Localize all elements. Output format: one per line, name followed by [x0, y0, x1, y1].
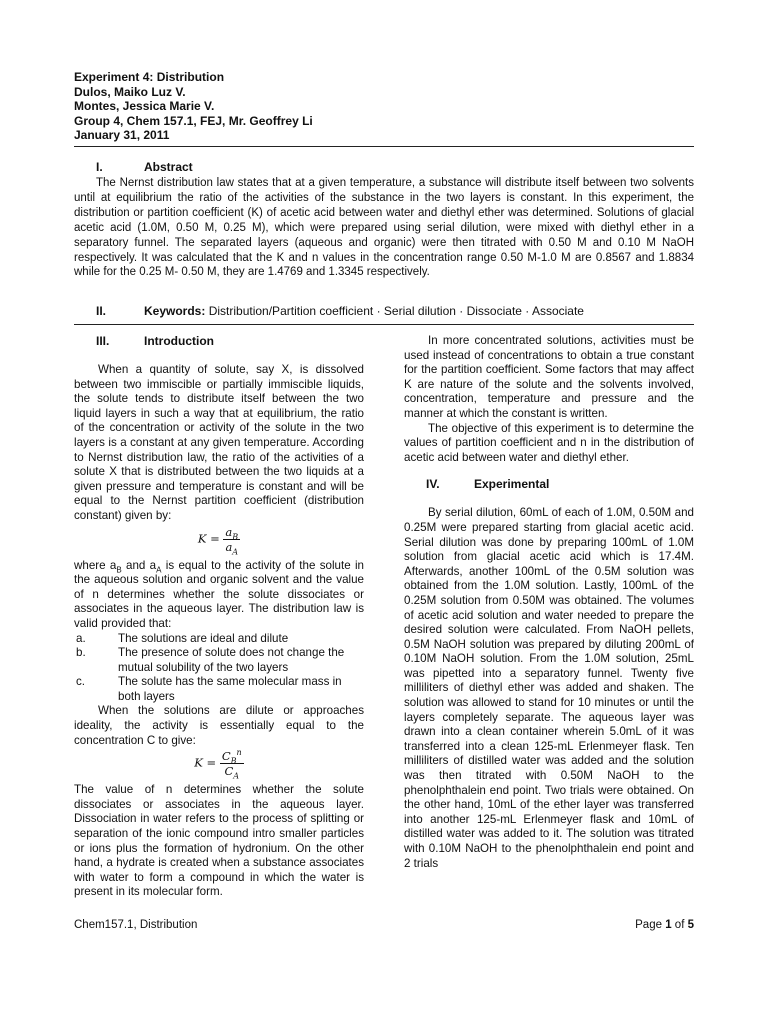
- page-current: 1: [665, 919, 672, 931]
- left-column: [74, 334, 364, 900]
- introduction-number: III.: [96, 334, 110, 348]
- p2-where: where a: [74, 558, 117, 572]
- list-item: [74, 632, 364, 647]
- author-1: Dulos, Maiko Luz V.: [74, 84, 186, 99]
- equation-2-lhs: K =: [194, 755, 217, 770]
- equation-2-fraction: [220, 748, 244, 781]
- introduction-title: Introduction: [144, 334, 214, 348]
- equation-1-fraction: [223, 525, 240, 554]
- keywords-text: Distribution/Partition coefficient · Serial dilution · Dissociate · Associate: [208, 304, 584, 318]
- equation-2-exponent: n: [236, 748, 242, 758]
- keywords-divider: [74, 324, 694, 325]
- footer-left: Chem157.1, Distribution: [74, 919, 198, 931]
- page-mid: of: [671, 919, 688, 931]
- experimental-title: Experimental: [474, 477, 550, 492]
- p2-sub-a: A: [156, 564, 162, 574]
- experimental-heading: [426, 477, 694, 492]
- author-2: Montes, Jessica Marie V.: [74, 99, 215, 113]
- intro-paragraph-4: The value of n determines whether the solute dissociates or associates in the aqueous layer. Dissociation in water refers to the process of splitting or separation of the ionic compound intro smaller particles or ions plus the formation of hydronium. On the other hand, a hydrate is created when a substance associates with water to form a compound in which the water is present in its molecular form.: [74, 783, 364, 899]
- experimental-paragraph-1: By serial dilution, 60mL of each of 1.0M, 0.50M and 0.25M were prepared starting from glacial acetic acid. Serial dilution was done by preparing 100mL of 1.0M solution from glacial acetic acid which is 17.4M. Afterwards, another 100mL of the 0.5M solution was obtained from the 1.0M solution. Lastly, 100mL of the 0.25M solution from 0.50M was obtained. The volumes of acetic acid solution and water needed to prepare the desired solution were calculated. From NaOH pellets, 0.5M NaOH solution was prepared by diluting 200mL of 0.10M NaOH solution. From the 1.0M solution, 25mL was pipetted into a separatory funnel. Twenty five milliliters of diethyl ether was added and shaken. The solution was allowed to stand for 10 minutes or until the layers completely separate. The aqueous layer was drawn into a clean container wherein 5.0mL of it was transferred into a clean 125-mL Erlenmeyer flask. Ten milliliters of distilled water was added and the solution was then titrated with 0.50M NaOH to the phenolphthalein end point. Two trials were obtained. On the other hand, 10mL of the ether layer was transferred into another 125-mL Erlenmeyer flask and 10mL of distilled water was added to it. The solution was titrated with 0.10M NaOH to the phenolphthalein end point and 2 trials: [404, 506, 694, 870]
- abstract-heading: [96, 160, 193, 175]
- equation-1-denominator-sub: A: [232, 546, 239, 556]
- list-item: [74, 675, 364, 704]
- list-marker: a.: [76, 631, 86, 645]
- equation-2-denominator: C: [224, 764, 234, 779]
- page-total: 5: [687, 919, 694, 931]
- list-item: [74, 646, 364, 675]
- header-divider: [74, 146, 694, 147]
- intro-paragraph-1: When a quantity of solute, say X, is dissolved between two immiscible or partially immiscible liquids, the solute tends to distribute itself between the two liquid layers in such a way that at equilibrium, the ratio of the concentration or activity of the solute in the two layers is a constant at any given temperature. According to Nernst distribution law, the ratio of the activities of a solute X that is distributed between the two liquids at a given pressure and temperature is constant and will be equal to the Nernst partition coefficient (distribution constant) given by:: [74, 363, 364, 522]
- keywords-number: II.: [96, 304, 107, 318]
- p2-and: and a: [121, 558, 157, 572]
- equation-1-numerator-sub: B: [232, 531, 239, 541]
- intro-paragraph-2: [74, 559, 364, 632]
- abstract-title: Abstract: [144, 160, 193, 174]
- equation-2-denominator-sub: A: [233, 771, 240, 781]
- abstract-text: [74, 176, 694, 280]
- abstract-paragraph: The Nernst distribution law states that at a given temperature, a substance will distribute itself between two solvents until at equilibrium the ratio of the activities of the substance in the two layers is constant. In this experiment, the distribution or partition coefficient (K) of acetic acid between water and diethyl ether was determined. Solutions of glacial acetic acid (1.0M, 0.50 M, 0.25 M), which were prepared using serial dilution, were mixed with diethyl ether in a separatory funnel. The separated layers (aqueous and organic) were then titrated with 0.50 M and 0.10 M NaOH respectively. It was calculated that the K and n values in the concentration range 0.50 M-1.0 M are 0.8567 and 1.8834 while for the 0.25 M- 0.50 M, they are 1.4769 and 1.3345 respectively.: [74, 177, 694, 279]
- group-info: Group 4, Chem 157.1, FEJ, Mr. Geoffrey Li: [74, 113, 313, 128]
- intro-paragraph-5: In more concentrated solutions, activities must be used instead of concentrations to obtain a true constant for the partition coefficient. Some factors that may affect K are nature of the solute and the solvents involved, concentration, temperature and pressure and the manner at which the constant is written.: [404, 334, 694, 420]
- page-indicator: [635, 918, 694, 932]
- document-header: [74, 70, 694, 143]
- list-text: The solutions are ideal and dilute: [118, 631, 289, 645]
- experiment-title: Experiment 4: Distribution: [74, 70, 225, 84]
- experimental-number: IV.: [426, 477, 440, 492]
- intro-paragraph-3: When the solutions are dilute or approaches ideality, the activity is essentially equal to the concentration C to give:: [74, 704, 364, 747]
- list-marker: b.: [76, 646, 86, 660]
- equation-1-lhs: K =: [197, 531, 220, 546]
- p2-rest: is equal to the activity of the solute in the aqueous solution and organic solvent and the value of n determines whether the solute dissociates or associates in the aqueous layer. The distribution law is valid provided that:: [74, 558, 364, 630]
- keywords-line: [96, 304, 584, 319]
- abstract-number: I.: [96, 160, 103, 174]
- equation-2-numerator: C: [221, 749, 231, 764]
- equation-1-numerator: a: [225, 524, 233, 539]
- validity-conditions-list: [74, 632, 364, 705]
- equation-activity-ratio: [74, 525, 364, 557]
- keywords-label: Keywords:: [144, 304, 206, 318]
- page-prefix: Page: [635, 919, 666, 931]
- equation-1-denominator: a: [225, 539, 233, 554]
- equation-2-numerator-sub: B: [230, 756, 237, 766]
- equation-concentration-ratio: [74, 749, 364, 781]
- list-text: The presence of solute does not change the mutual solubility of the two layers: [118, 646, 345, 674]
- intro-paragraph-6: The objective of this experiment is to determine the values of partition coefficient and n in the distribution of acetic acid between water and diethyl ether.: [404, 421, 694, 464]
- list-marker: c.: [76, 675, 86, 689]
- report-date: January 31, 2011: [74, 128, 170, 142]
- list-text: The solute has the same molecular mass in both layers: [118, 675, 342, 703]
- introduction-heading: [96, 334, 364, 349]
- p2-sub-b: B: [116, 564, 122, 574]
- right-column: [404, 334, 694, 871]
